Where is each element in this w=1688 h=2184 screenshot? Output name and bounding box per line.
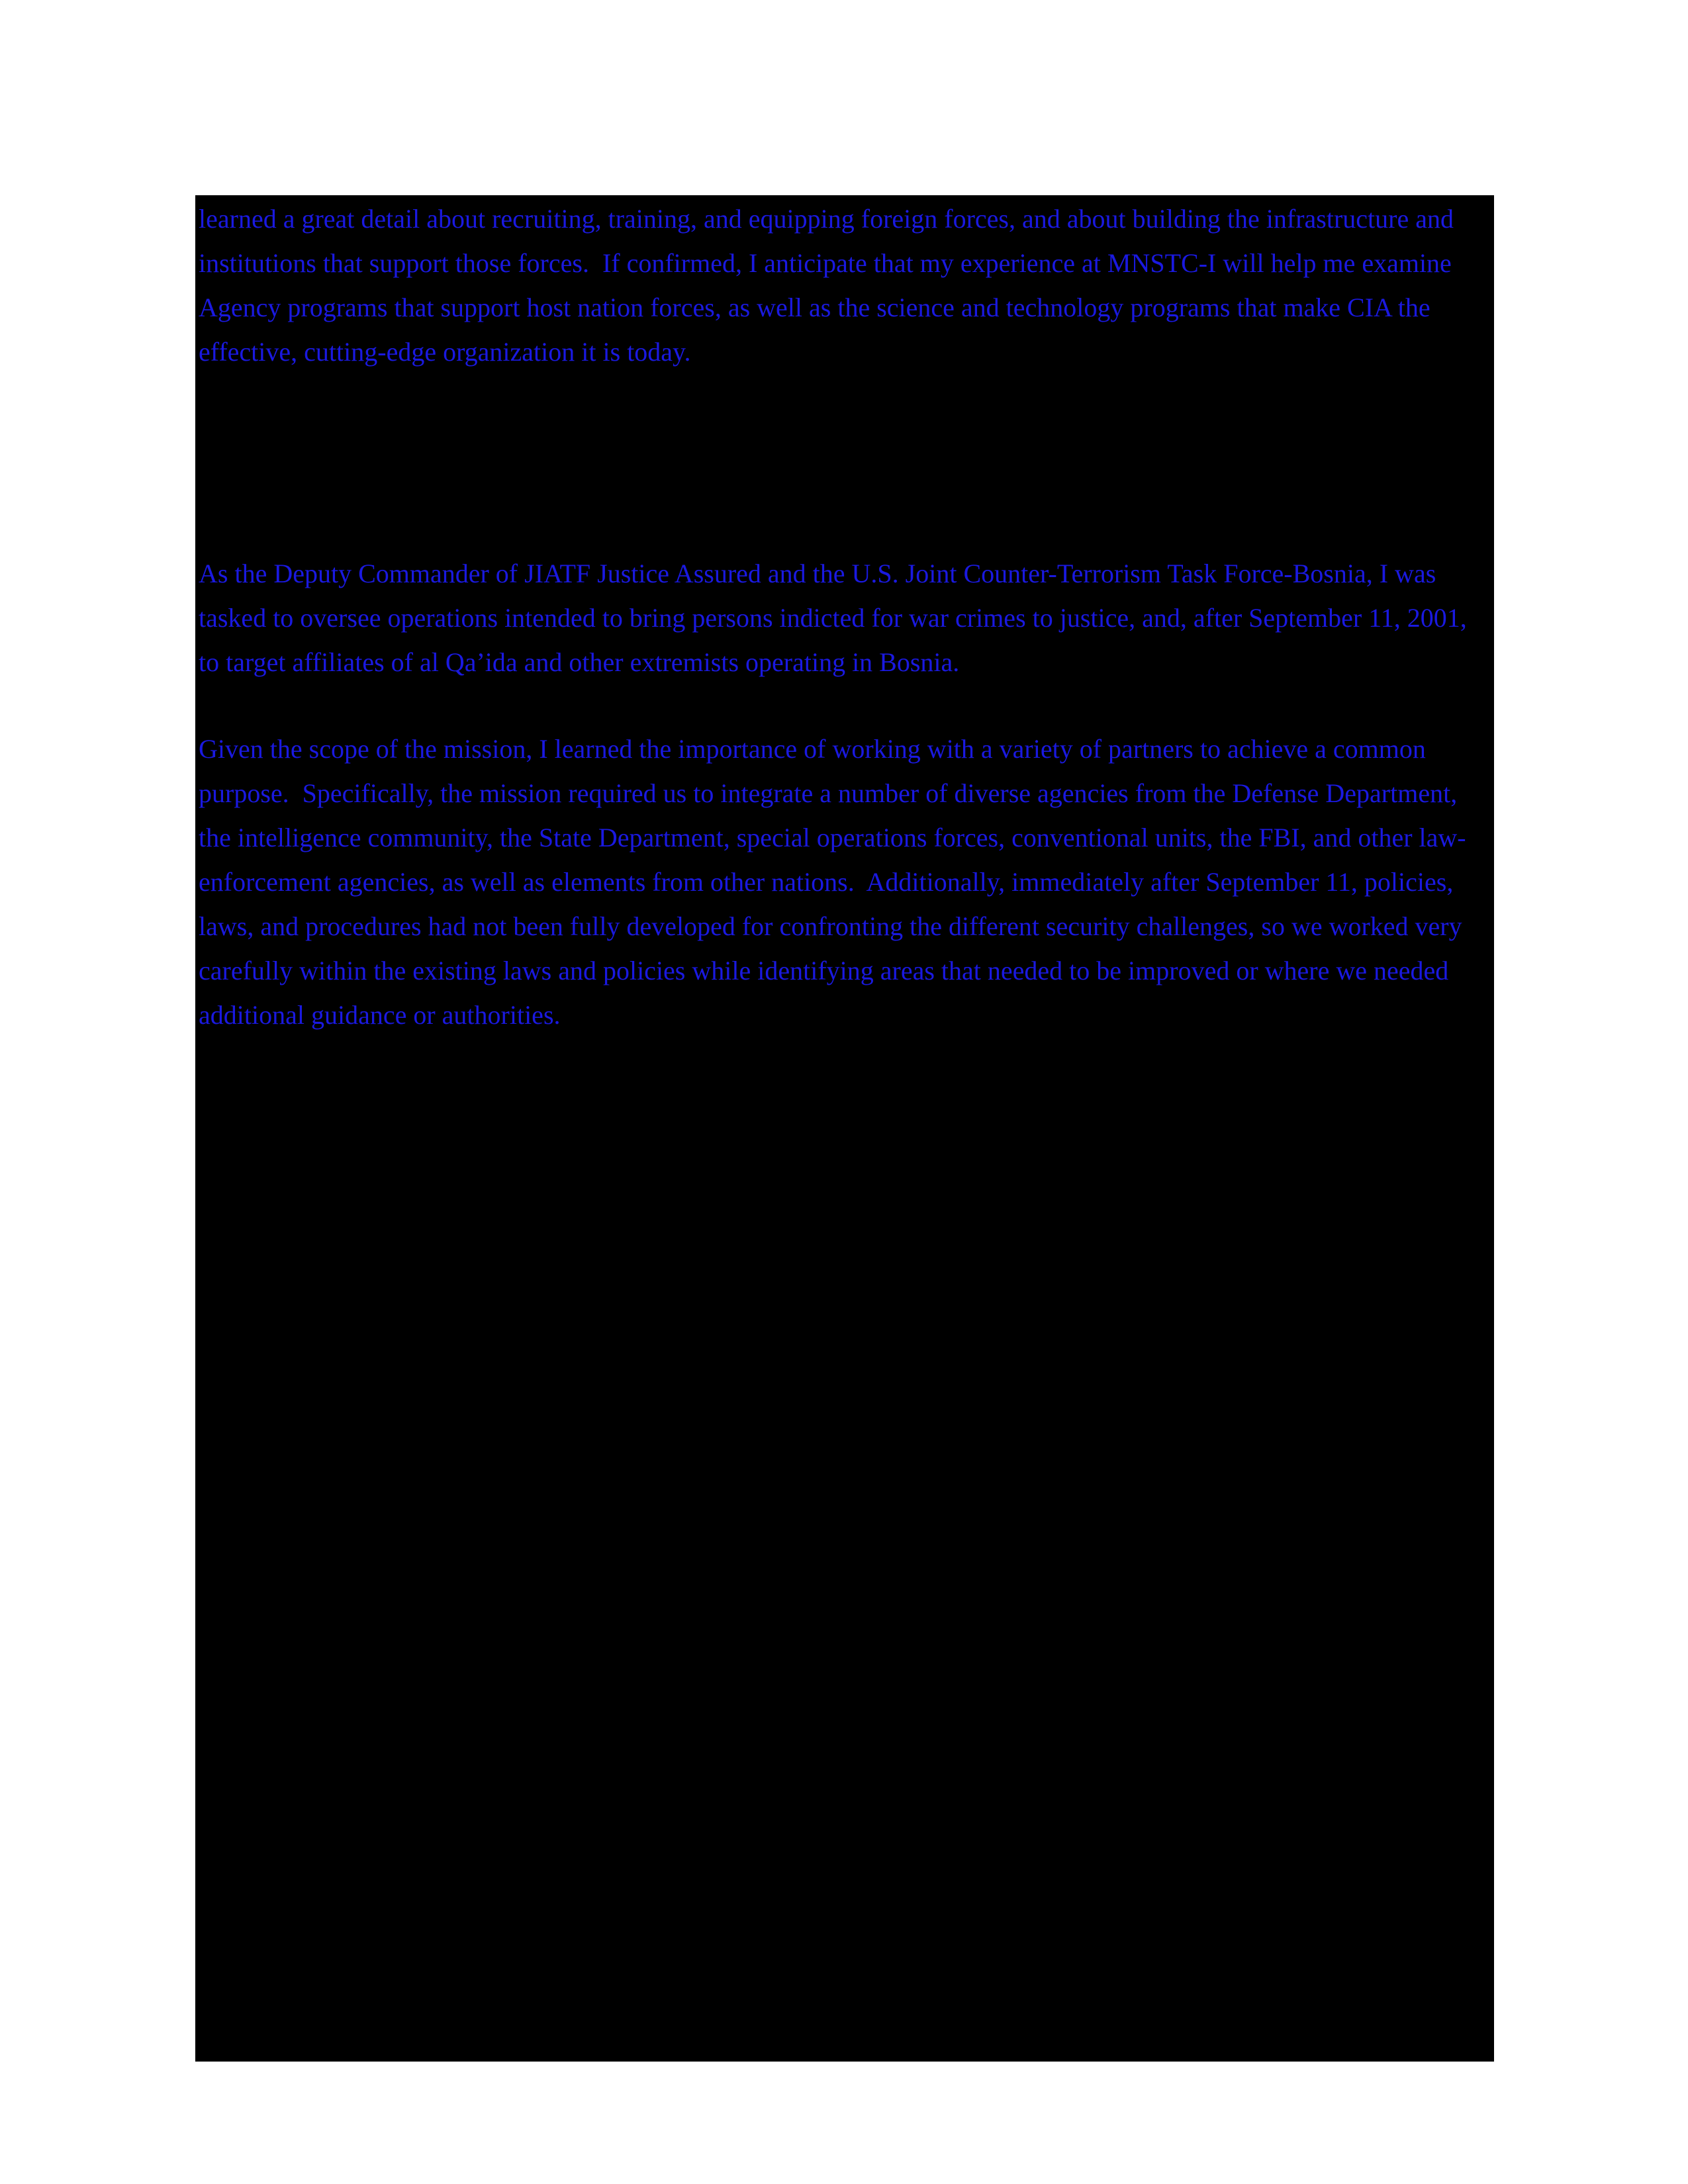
paragraph-jiatf-justice-assured: As the Deputy Commander of JIATF Justice Assured and the U.S. Joint Counter-Terrorism Task Force-Bosnia, I was tasked to oversee operations intended to bring persons indicted for war crimes to justice, and, after September 11, 2001, to target affiliates of al Qa’ida and other extremists operating in Bosnia. [199, 559, 1474, 677]
paragraph-scope-of-mission: Given the scope of the mission, I learned the importance of working with a variety of partners to achieve a common purpose. Specifically, the mission required us to integrate a number of diverse agencies from the Defense Department, the intelligence community, the State Department, special operations forces, conventional units, the FBI, and other law-enforcement agencies, as well as elements from other nations. Additionally, immediately after September 11, policies, laws, and procedures had not been fully developed for confronting the different security challenges, so we worked very carefully within the existing laws and policies while identifying areas that needed to be improved or where we needed additional guidance or authorities. [199, 734, 1469, 1030]
scanned-content-block [195, 195, 1494, 2062]
paragraph-continued-mnstci: learned a great detail about recruiting, training, and equipping foreign forces, and about building the infrastructure and institutions that support those forces. If confirmed, I anticipate that my experience at MNSTC-I will help me examine Agency programs that support host nation forces, as well as the science and technology programs that make CIA the effective, cutting-edge organization it is today. [199, 204, 1460, 367]
paragraph-spacer-large [199, 374, 1476, 551]
text-column [199, 197, 1476, 1037]
paragraph-spacer-small [199, 684, 1476, 727]
